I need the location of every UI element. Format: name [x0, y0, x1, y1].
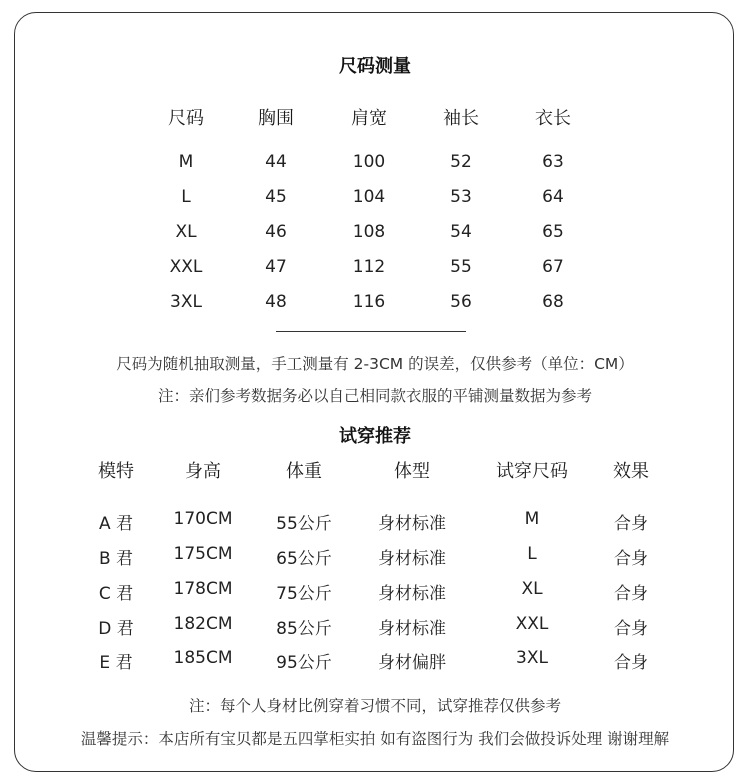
size-table-cell: L [181, 187, 191, 207]
tryon-table-cell: A 君 [98, 514, 134, 534]
size-table-cell: 44 [265, 152, 287, 172]
tryon-table-cell: XL [521, 579, 543, 599]
tryon-table-header: 体重 [286, 461, 322, 482]
size-table-cell: 64 [542, 187, 564, 207]
measurement-note: 尺码为随机抽取测量，手工测量有 2-3CM 的误差，仅供参考（单位：CM） [116, 355, 634, 373]
footer-tip: 温馨提示：本店所有宝贝都是五四掌柜实拍 如有盗图行为 我们会做投诉处理 谢谢理解 [80, 730, 670, 748]
tryon-table-cell: 身材标准 [378, 584, 446, 604]
tryon-table-cell: 身材标准 [378, 619, 446, 639]
size-table-cell: 56 [450, 292, 472, 312]
tryon-note: 注：每个人身材比例穿着习惯不同，试穿推荐仅供参考 [188, 697, 561, 715]
size-table-cell: XL [175, 222, 197, 242]
tryon-table-cell: 身材偏胖 [378, 653, 446, 673]
size-table-cell: 68 [542, 292, 564, 312]
tryon-table-cell: 85公斤 [276, 619, 332, 639]
size-table-header: 胸围 [258, 108, 294, 129]
tryon-table-cell: 175CM [173, 544, 233, 564]
tryon-table-cell: 身材标准 [378, 514, 446, 534]
size-table-title: 尺码测量 [339, 56, 411, 77]
size-table-cell: 63 [542, 152, 564, 172]
tryon-table-cell: 182CM [173, 614, 233, 634]
size-table-cell: 65 [542, 222, 564, 242]
size-table-cell: 48 [265, 292, 287, 312]
tryon-table-cell: M [524, 509, 540, 529]
tryon-table-cell: 3XL [516, 648, 548, 668]
tryon-table-header: 效果 [613, 461, 649, 482]
tryon-table-header: 身高 [185, 461, 221, 482]
size-table-cell: 46 [265, 222, 287, 242]
tryon-table-cell: 95公斤 [276, 653, 332, 673]
tryon-table-cell: D 君 [98, 619, 134, 639]
size-table-header: 肩宽 [351, 108, 387, 129]
size-table-header: 衣长 [535, 108, 571, 129]
size-table-header: 尺码 [168, 108, 204, 129]
size-table-cell: 55 [450, 257, 472, 277]
tryon-table-header: 模特 [98, 461, 134, 482]
tryon-table-cell: XXL [515, 614, 549, 634]
size-table-header: 袖长 [443, 108, 479, 129]
tryon-table-cell: 178CM [173, 579, 233, 599]
reference-note: 注：亲们参考数据务必以自己相同款衣服的平铺测量数据为参考 [157, 387, 592, 405]
tryon-table-cell: L [527, 544, 537, 564]
size-table-cell: 116 [352, 292, 386, 312]
size-table-cell: 54 [450, 222, 472, 242]
tryon-table-cell: 合身 [614, 584, 648, 604]
tryon-table-cell: 55公斤 [276, 514, 332, 534]
tryon-table-header: 体型 [394, 461, 430, 482]
tryon-table-cell: 合身 [614, 653, 648, 673]
section-divider [276, 331, 466, 332]
tryon-table-cell: C 君 [98, 584, 134, 604]
size-table-cell: 45 [265, 187, 287, 207]
size-table-cell: 108 [352, 222, 386, 242]
tryon-table-header: 试穿尺码 [496, 461, 568, 482]
size-table-cell: XXL [169, 257, 203, 277]
size-table-cell: 3XL [170, 292, 202, 312]
tryon-table-title: 试穿推荐 [339, 426, 411, 447]
tryon-table-cell: B 君 [98, 549, 134, 569]
size-table-cell: 100 [352, 152, 386, 172]
size-table-cell: 112 [352, 257, 386, 277]
tryon-table-cell: 185CM [173, 648, 233, 668]
tryon-table-cell: 65公斤 [276, 549, 332, 569]
tryon-table-cell: 合身 [614, 619, 648, 639]
tryon-table-cell: 身材标准 [378, 549, 446, 569]
size-table-cell: 104 [352, 187, 386, 207]
tryon-table-cell: 合身 [614, 549, 648, 569]
tryon-table-cell: 合身 [614, 514, 648, 534]
tryon-table-cell: 75公斤 [276, 584, 332, 604]
size-table-cell: 47 [265, 257, 287, 277]
size-table-cell: 52 [450, 152, 472, 172]
tryon-table-cell: E 君 [99, 653, 133, 673]
size-table-cell: M [178, 152, 194, 172]
size-table-cell: 67 [542, 257, 564, 277]
size-table-cell: 53 [450, 187, 472, 207]
tryon-table-cell: 170CM [173, 509, 233, 529]
